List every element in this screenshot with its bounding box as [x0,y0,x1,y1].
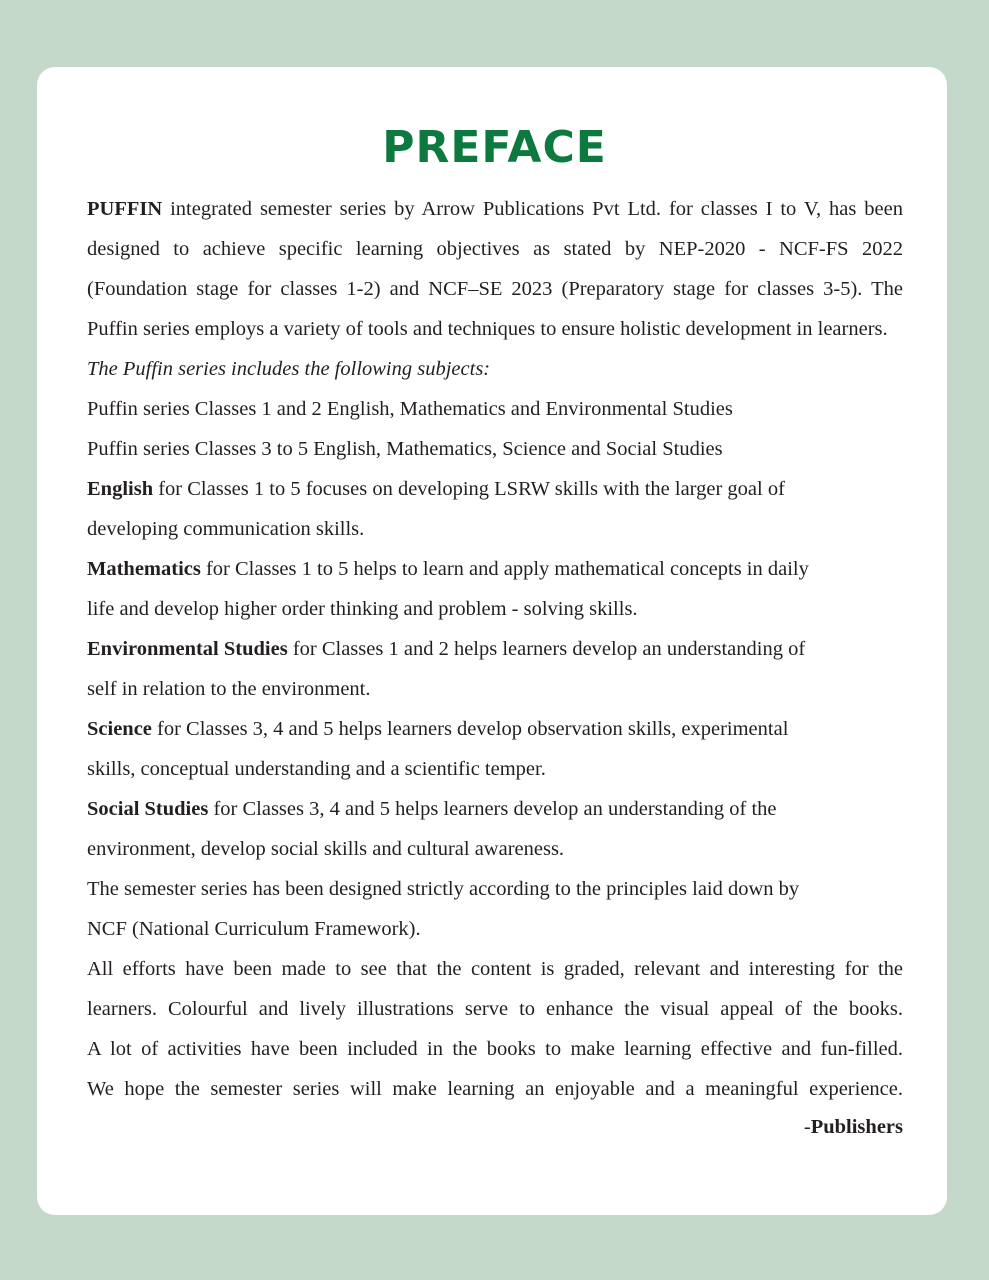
subject-name: Environmental Studies [87,638,288,660]
subject-science [87,709,903,789]
subject-environmental-studies [87,629,903,709]
subject-mathematics [87,549,903,629]
preface-body [87,189,903,1145]
subject-line [87,709,903,749]
subjects-heading: The Puffin series includes the following subjects: [87,358,491,380]
signature [87,1109,903,1145]
subject-desc: for Classes 1 and 2 helps learners develop an understanding of [287,638,806,660]
closing-line-4: We hope the semester series will make learning an enjoyable and a meaningful experience. [87,1078,903,1100]
subject-line-cont: skills, conceptual understanding and a scientific temper. [87,758,546,780]
subject-line [87,789,903,829]
subject-line [87,549,903,589]
page-title: PREFACE [382,122,607,173]
subject-name: Mathematics [87,558,201,580]
series-line-1: Puffin series Classes 1 and 2 English, Mathematics and Environmental Studies [87,398,733,420]
subject-line [87,469,903,509]
closing-line-3: A lot of activities have been included in the books to make learning effective and fun-filled. [87,1038,903,1060]
closing-line-1: All efforts have been made to see that the content is graded, relevant and interesting for the [87,958,903,980]
subject-english [87,469,903,549]
subject-desc: for Classes 1 to 5 helps to learn and apply mathematical concepts in daily [200,558,809,580]
principles-line-2: NCF (National Curriculum Framework). [87,918,421,940]
subject-name: Science [87,718,152,740]
signature-name: Publishers [810,1116,903,1138]
brand-name: PUFFIN [87,198,163,220]
subject-desc: for Classes 1 to 5 focuses on developing LSRW skills with the larger goal of [153,478,785,500]
closing-line-2: learners. Colourful and lively illustrations serve to enhance the visual appeal of the books. [87,998,903,1020]
signature-dash: - [803,1116,811,1138]
series-line-2: Puffin series Classes 3 to 5 English, Mathematics, Science and Social Studies [87,438,723,460]
subject-line-cont: self in relation to the environment. [87,678,371,700]
subject-line-cont: environment, develop social skills and cultural awareness. [87,838,565,860]
subject-line-cont: life and develop higher order thinking and problem - solving skills. [87,598,638,620]
subject-name: English [87,478,154,500]
subject-desc: for Classes 3, 4 and 5 helps learners develop an understanding of the [208,798,777,820]
subject-line [87,629,903,669]
subject-line-cont: developing communication skills. [87,518,365,540]
principles-line-1: The semester series has been designed strictly according to the principles laid down by [87,878,800,900]
intro-paragraph [87,189,903,349]
subject-name: Social Studies [87,798,209,820]
subject-social-studies [87,789,903,869]
subject-desc: for Classes 3, 4 and 5 helps learners develop observation skills, experimental [151,718,789,740]
intro-text: integrated semester series by Arrow Publications Pvt Ltd. for classes I to V, has been designed to achieve specific learning objectives as stated by NEP-2020 - NCF-FS 2022 (Foundation stage for classes 1-2) and NCF–SE 2023 (Preparatory stage for classes 3-5). The Puffin series employs a variety of tools and techniques to ensure holistic development in learners. [87,198,903,340]
